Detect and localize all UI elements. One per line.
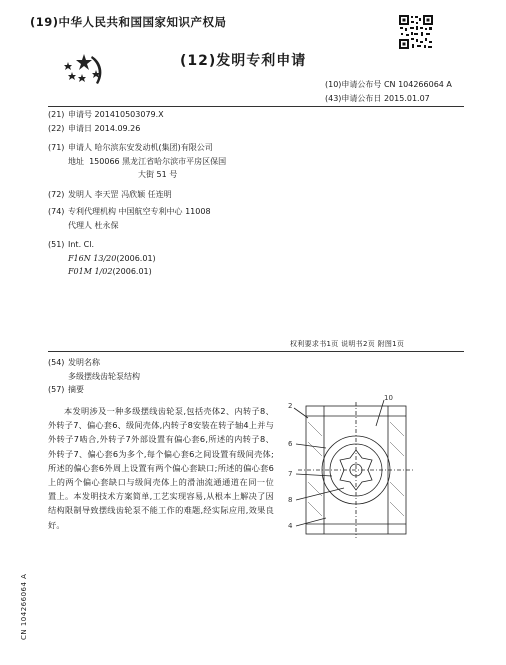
classification-2: F01M 1/02 (2006.01) [68,267,152,276]
publication-number: (10)申请公布号 CN 104266064 A [325,80,452,89]
classification-1: F16N 13/20 (2006.01) [68,253,156,263]
page-counts: 权利要求书1页 说明书2页 附图1页 [290,340,405,348]
figure-label-7: 7 [288,470,293,478]
applicant-row: (71) 申请人 哈尔滨东安发动机(集团)有限公司 [48,143,213,152]
abstract-divider [48,351,464,352]
publication-info [325,78,452,106]
header-divider [48,106,464,107]
national-emblem-icon [62,52,106,86]
agent-row: 代理人 杜永保 [68,220,119,230]
title-abstract-block [48,356,140,397]
agency-row: (74) 专利代理机构 中国航空专利中心 11008 [48,207,211,216]
application-date-row: (22) 申请日 2014.09.26 [48,123,141,133]
inventors-row: (72) 发明人 李天罡 冯欣颖 任连明 [48,189,172,199]
figure-label-2: 2 [288,402,293,410]
qr-code-icon [398,14,434,50]
publication-type: (12)发明专利申请 [180,53,307,69]
abstract-text: 本发明涉及一种多级摆线齿轮泵,包括壳体2、内转子8、外转子7、偏心套6、级间壳体,内转子8安装在转子轴4上并与外转子7啮合,外转子7外部设置有偏心套6,所述的内转子8、外转子7、偏心套6为多个,每个偏心套6之间设置有级间壳体;所述的偏心套6外周上设置有两个偏心套缺口;所述的偏心套6上的两个偏心套缺口与级间壳体上的滑油流通通道在同一位置上。本发明技术方案简单,工艺实现容易,从根本上解决了因结构限制导致摆线齿轮泵不能工作的难题,经实际应用,效果良好。 [48,406,274,530]
pump-cross-section-figure [284,392,424,542]
figure-label-6: 6 [288,440,293,448]
address-row-2: 大街 51 号 [138,170,178,179]
bibliographic-data [48,108,468,279]
invention-title-label-row: (54) 发明名称 [48,358,100,367]
side-publication-number: CN 104266064 A [20,573,28,640]
invention-title: 多级摆线齿轮泵结构 [68,371,140,381]
publication-date: (43)申请公布日 2015.01.07 [325,94,430,103]
abstract-label-row: (57) 摘要 [48,385,84,394]
issuing-office: (19)中华人民共和国国家知识产权局 [30,15,227,29]
application-number-row: (21) 申请号 201410503079.X [48,110,164,119]
address-row: 地址 150066 黑龙江省哈尔滨市平房区保国 [68,156,227,166]
figure-label-8: 8 [288,496,293,504]
figure-label-10: 10 [384,394,393,402]
int-cl-row: (51) Int. Cl. [48,240,95,249]
figure-label-4: 4 [288,522,293,530]
